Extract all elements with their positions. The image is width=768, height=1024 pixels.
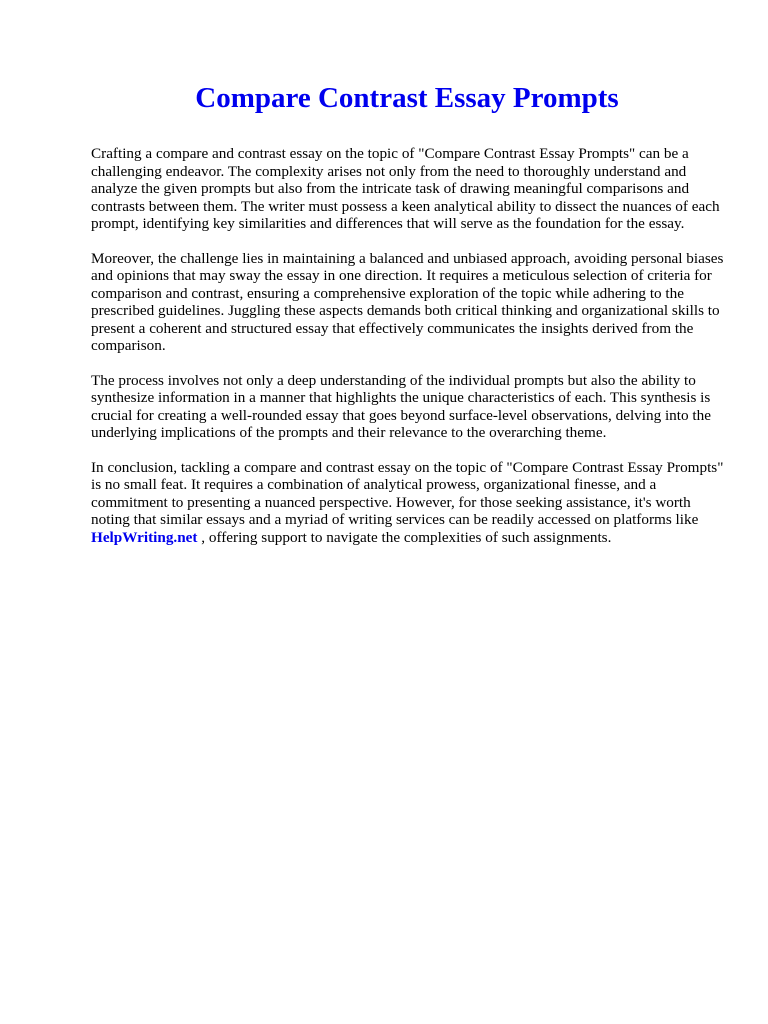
paragraph-process: The process involves not only a deep understanding of the individual prompts but also the ability to synthesize information in a manner that highlights the unique characteristics of each. This synthesis is crucial for creating a well-rounded essay that goes beyond surface-level observations, delving into the underlying implications of the prompts and their relevance to the overarching theme.: [91, 371, 711, 441]
document-title: Compare Contrast Essay Prompts: [195, 82, 619, 114]
paragraph-intro: Crafting a compare and contrast essay on the topic of "Compare Contrast Essay Prompts" can be a challenging endeavor. The complexity arises not only from the need to thoroughly understand and analyze the given prompts but also from the intricate task of drawing meaningful comparisons and contrasts between them. The writer must possess a keen analytical ability to dissect the nuances of each prompt, identifying key similarities and differences that will serve as the foundation for the essay.: [91, 145, 720, 232]
document-body: [91, 145, 733, 563]
helpwriting-link[interactable]: HelpWriting.net: [91, 528, 198, 546]
conclusion-text: In conclusion, tackling a compare and contrast essay on the topic of "Compare Contrast Essay Prompts" is no small feat. It requires a combination of analytical prowess, organizational finesse, and a commitment to presenting a nuanced perspective. However, for those seeking assistance, it's worth noting that similar essays and a myriad of writing services can be readily accessed on platforms like: [91, 458, 724, 528]
paragraph-challenge: Moreover, the challenge lies in maintaining a balanced and unbiased approach, avoiding personal biases and opinions that may sway the essay in one direction. It requires a meticulous selection of criteria for comparison and contrast, ensuring a comprehensive exploration of the topic while adhering to the prescribed guidelines. Juggling these aspects demands both critical thinking and organizational skills to present a coherent and structured essay that effectively communicates the insights derived from the comparison.: [91, 249, 724, 354]
conclusion-text-end: , offering support to navigate the complexities of such assignments.: [197, 528, 612, 546]
paragraph-conclusion: [91, 459, 733, 547]
